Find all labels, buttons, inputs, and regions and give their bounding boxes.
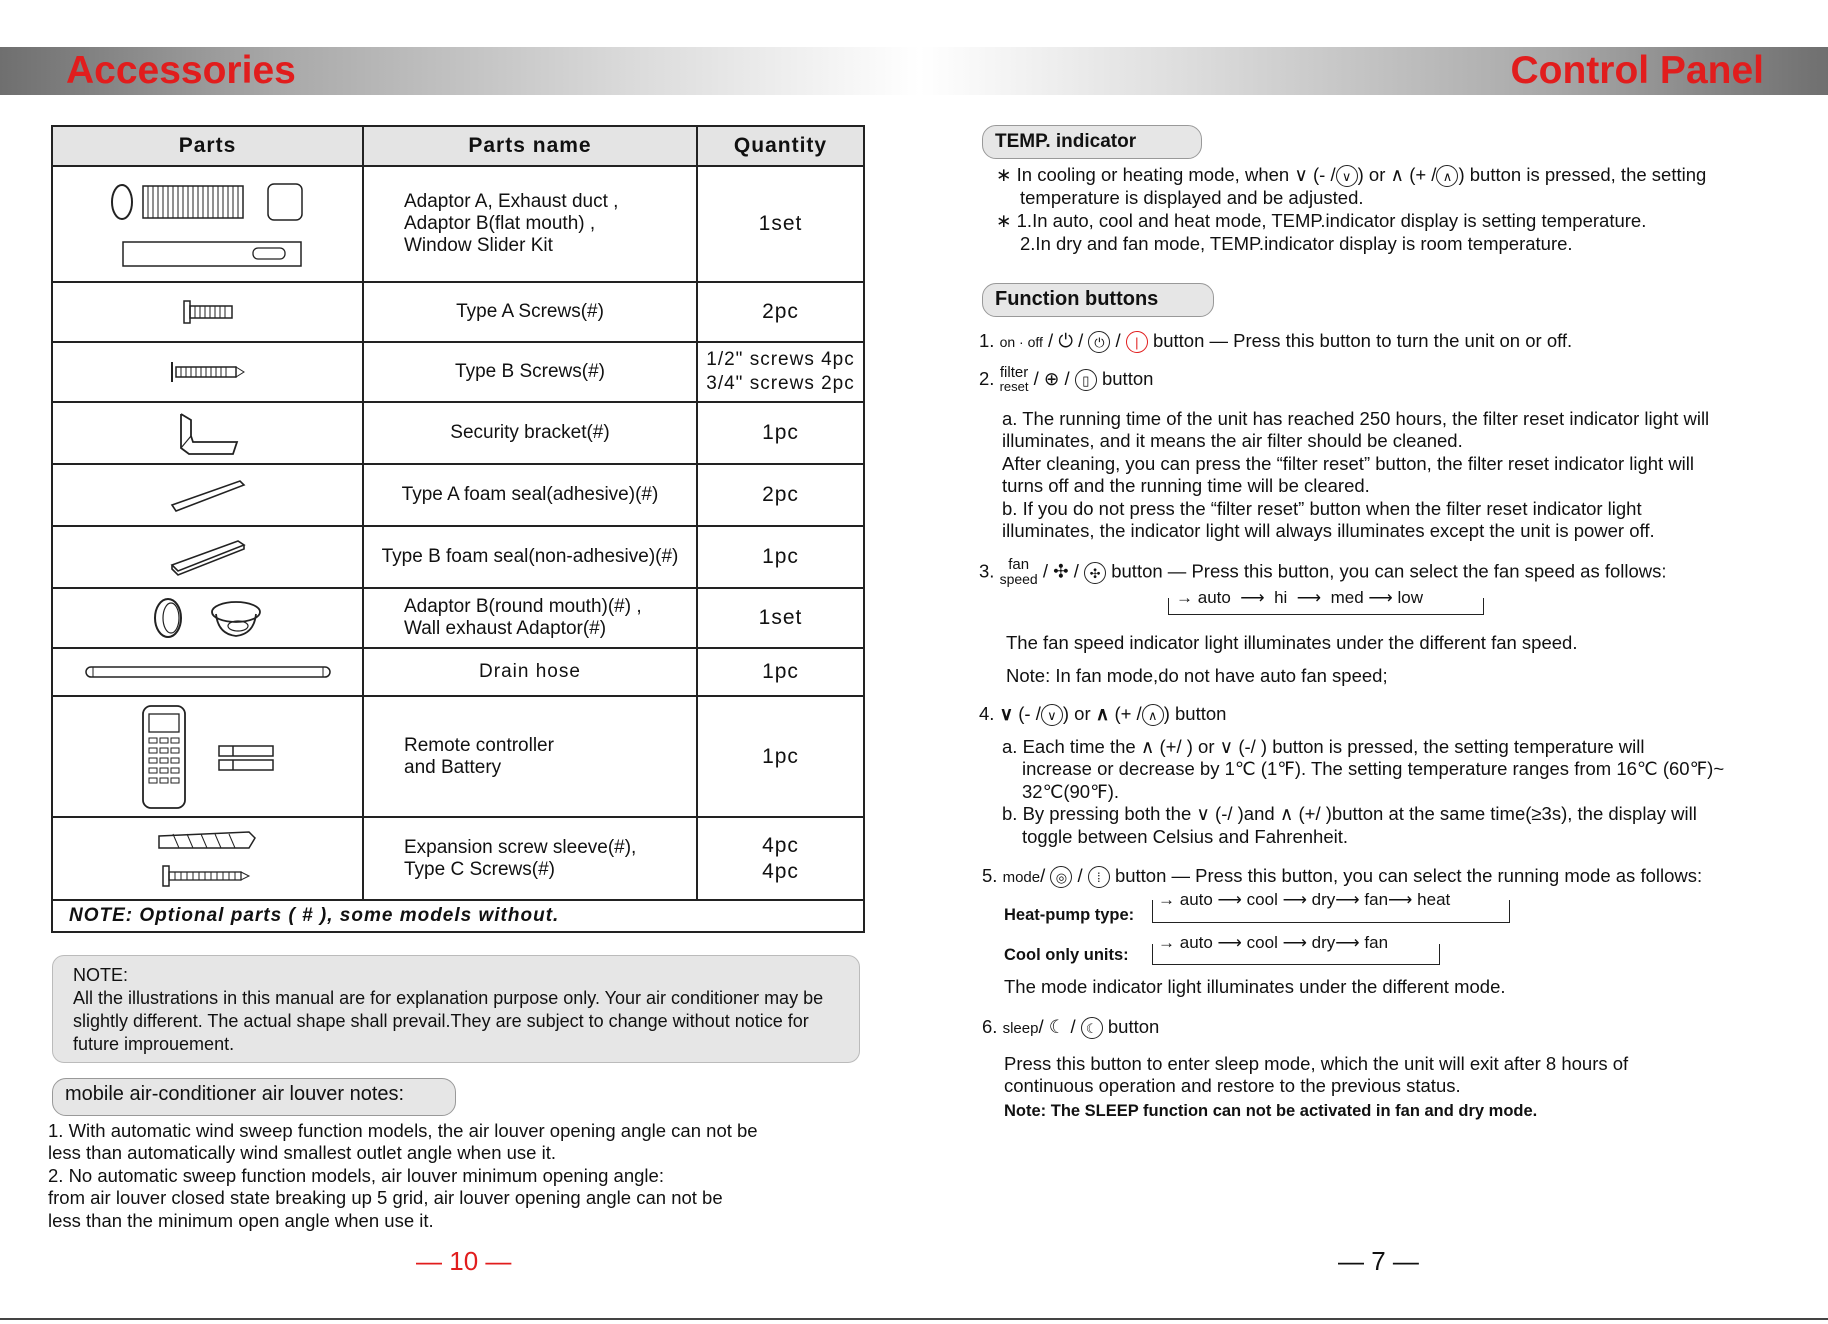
func-item-3-label bbox=[1000, 558, 1038, 587]
power-red-icon: | bbox=[1126, 331, 1148, 353]
sleep-circle-icon: ☾ bbox=[1081, 1017, 1103, 1039]
cell-text: Remote controller and Battery bbox=[404, 734, 554, 778]
fan-symbol-icon: ✣ bbox=[1053, 560, 1069, 582]
heat-seq-heat: heat bbox=[1417, 890, 1451, 909]
cell-text: Adaptor A, Exhaust duct , Adaptor B(flat mouth) , Window Slider Kit bbox=[404, 191, 619, 256]
header-parts-name: Parts name bbox=[363, 126, 697, 166]
func-item-3: 3. fan speed / ✣ / ✣ button — Press this button, you can select the fan speed as follows: bbox=[979, 556, 1667, 587]
seq-hi: hi bbox=[1274, 588, 1288, 607]
louver-line-1: 1. With automatic wind sweep function models, the air louver opening angle can not be bbox=[48, 1120, 758, 1141]
table-header-row bbox=[52, 126, 864, 166]
row-name-type-b-screws: Type B Screws(#) bbox=[363, 342, 697, 402]
type-a-screw-picture bbox=[52, 282, 363, 342]
func-item-5-text: button — Press this button, you can select the running mode as follows: bbox=[1114, 865, 1703, 886]
cool-only-label: Cool only units: bbox=[1004, 946, 1129, 964]
temp-line-3: ∗ 1.In auto, cool and heat mode, TEMP.indicator display is setting temperature. bbox=[996, 210, 1647, 231]
cool-seq-auto: auto bbox=[1179, 933, 1213, 952]
func-item-3-text: button — Press this button, you can select the fan speed as follows: bbox=[1111, 560, 1667, 582]
row-qty-type-b-screws: 1/2" screws 4pc 3/4" screws 2pc bbox=[697, 342, 864, 402]
row-name-type-b-foam-seal: Type B foam seal(non-adhesive)(#) bbox=[363, 526, 697, 588]
temp-line-1 bbox=[996, 164, 1706, 187]
illustration-note-box bbox=[52, 955, 860, 1063]
sleep-line-1: Press this button to enter sleep mode, which the unit will exit after 8 hours of bbox=[1004, 1053, 1629, 1074]
duct-kit-picture bbox=[52, 166, 363, 282]
remote-controller-picture bbox=[52, 696, 363, 817]
row-qty-security-bracket: 1pc bbox=[697, 402, 864, 464]
row-name-duct-kit bbox=[363, 166, 697, 282]
table-row bbox=[52, 402, 864, 464]
func-item-6-label: sleep bbox=[1002, 1020, 1039, 1037]
bottom-rule bbox=[0, 1318, 1828, 1320]
seq-auto: auto bbox=[1197, 588, 1231, 607]
cell-text: Adaptor B(round mouth)(#) , Wall exhaust Adaptor(#) bbox=[404, 596, 642, 639]
power-symbol-icon: ⏻ bbox=[1058, 330, 1073, 351]
reset-label: reset bbox=[999, 379, 1029, 394]
func-item-1-text: button — Press this button to turn the unit on or off. bbox=[1152, 330, 1573, 351]
func-item-1-num: 1. bbox=[979, 330, 995, 351]
fan-line-2: Note: In fan mode,do not have auto fan speed; bbox=[1006, 665, 1388, 686]
accessories-title: Accessories bbox=[66, 49, 296, 92]
row-qty-type-b-foam-seal: 1pc bbox=[697, 526, 864, 588]
filter-line-6: illuminates, the indicator light will always illuminates except the unit is power off. bbox=[1002, 520, 1655, 541]
security-bracket-picture bbox=[52, 402, 363, 464]
power-circle-icon: ⏻ bbox=[1088, 331, 1110, 353]
down-circle-icon: ∨ bbox=[1336, 165, 1358, 187]
func-item-6-text: button bbox=[1107, 1016, 1160, 1037]
up-circle-icon: ∧ bbox=[1436, 165, 1458, 187]
cool-seq-cool: cool bbox=[1246, 933, 1278, 952]
table-note-row bbox=[52, 900, 864, 932]
temp-line-4: 2.In dry and fan mode, TEMP.indicator display is room temperature. bbox=[1020, 233, 1573, 254]
parts-table bbox=[51, 125, 865, 933]
func-item-1: 1. on · off / ⏻ / ⏻ / | button — Press this button to turn the unit on or off. bbox=[979, 330, 1572, 354]
filter-circle-icon: ▯ bbox=[1075, 369, 1097, 391]
filter-line-2: illuminates, and it means the air filter should be cleaned. bbox=[1002, 430, 1463, 451]
header-parts: Parts bbox=[52, 126, 363, 166]
row-name-type-a-screws: Type A Screws(#) bbox=[363, 282, 697, 342]
heat-seq-auto: auto bbox=[1179, 890, 1213, 909]
louver-line-3: 2. No automatic sweep function models, air louver minimum opening angle: bbox=[48, 1165, 664, 1186]
heat-seq-dry: dry bbox=[1311, 890, 1336, 909]
expansion-screw-picture bbox=[52, 817, 363, 900]
row-name-round-adaptor bbox=[363, 588, 697, 648]
cool-seq-dry: dry bbox=[1311, 933, 1336, 952]
page-number-left-value: 10 bbox=[449, 1246, 479, 1276]
temp-adjust-line-1: a. Each time the ∧ (+/ ) or ∨ (-/ ) button is pressed, the setting temperature will bbox=[1002, 736, 1645, 757]
func-item-6: 6. sleep/ ☾ / ☾ button bbox=[982, 1016, 1159, 1041]
louver-line-5: less than the minimum open angle when use it. bbox=[48, 1210, 434, 1231]
round-adaptor-picture bbox=[52, 588, 363, 648]
cool-seq-fan: fan bbox=[1364, 933, 1389, 952]
func-item-5: 5. mode/ ◎ / ⁞ button — Press this button, you can select the running mode as follows: bbox=[982, 865, 1702, 890]
temp-adjust-line-4: b. By pressing both the ∨ (-/ )and ∧ (+/ )button at the same time(≥3s), the display will bbox=[1002, 803, 1697, 824]
temp-line-1d: ) button is pressed, the setting bbox=[1458, 164, 1707, 185]
row-qty-remote-controller: 1pc bbox=[697, 696, 864, 817]
up-circle-icon: ∧ bbox=[1142, 704, 1164, 726]
louver-notes-title: mobile air-conditioner air louver notes: bbox=[65, 1083, 405, 1105]
fan-line-1: The fan speed indicator light illuminates under the different fan speed. bbox=[1006, 632, 1578, 653]
heat-seq-cool: cool bbox=[1246, 890, 1278, 909]
mode-indicator-line: The mode indicator light illuminates under the different mode. bbox=[1004, 976, 1506, 997]
function-buttons-title: Function buttons bbox=[995, 288, 1159, 310]
temp-line-1c: ) or ∧ (+ / bbox=[1357, 164, 1437, 185]
right-banner bbox=[920, 47, 1828, 95]
temp-adjust-line-3: 32℃(90℉). bbox=[1022, 781, 1119, 802]
table-row bbox=[52, 817, 864, 900]
type-b-screw-picture bbox=[52, 342, 363, 402]
fan-circle-icon: ✣ bbox=[1084, 562, 1106, 584]
func-item-2-num: 2. bbox=[979, 367, 995, 389]
temp-line-2: temperature is displayed and be adjusted. bbox=[1020, 187, 1364, 208]
header-quantity: Quantity bbox=[697, 126, 864, 166]
func-item-4-num: 4. bbox=[979, 703, 995, 724]
table-row bbox=[52, 526, 864, 588]
sleep-note: Note: The SLEEP function can not be activated in fan and dry mode. bbox=[1004, 1102, 1538, 1120]
filter-line-1: a. The running time of the unit has reached 250 hours, the filter reset indicator light will bbox=[1002, 408, 1710, 429]
temp-indicator-header bbox=[982, 125, 1202, 159]
filter-line-5: b. If you do not press the “filter reset” button when the filter reset indicator light bbox=[1002, 498, 1642, 519]
fan-label: fan bbox=[1008, 556, 1030, 573]
filter-label: filter bbox=[999, 364, 1029, 381]
down-circle-icon: ∨ bbox=[1041, 704, 1063, 726]
filter-line-4: turns off and the running time will be cleared. bbox=[1002, 475, 1370, 496]
control-panel-title: Control Panel bbox=[1510, 49, 1764, 92]
seq-med: med bbox=[1330, 588, 1364, 607]
page-number-right: — 7 — bbox=[1338, 1246, 1419, 1276]
page-number-left: — 10 — bbox=[416, 1246, 512, 1276]
illustration-note-text: NOTE: All the illustrations in this manual are for explanation purpose only. Your air conditioner may be slightly different. The actual shape shall prevail.They are subject to change without notice for future improuement. bbox=[73, 965, 824, 1054]
temp-indicator-title: TEMP. indicator bbox=[995, 131, 1137, 152]
row-name-security-bracket: Security bracket(#) bbox=[363, 402, 697, 464]
table-row bbox=[52, 588, 864, 648]
table-row bbox=[52, 696, 864, 817]
row-qty-drain-hose: 1pc bbox=[697, 648, 864, 696]
function-buttons-header bbox=[982, 283, 1214, 317]
func-item-4: 4. ∨ (- / ∨ ) or ∧ (+ / ∧ ) button bbox=[979, 703, 1226, 726]
func-item-2: 2. filter reset / ⊕ / ▯ button bbox=[979, 364, 1154, 394]
sleep-line-2: continuous operation and restore to the previous status. bbox=[1004, 1075, 1461, 1096]
cool-mode-sequence: → auto ⟶ cool ⟶ dry⟶ fan bbox=[1158, 933, 1389, 952]
row-qty-type-a-foam-seal: 2pc bbox=[697, 464, 864, 526]
row-qty-expansion-screw: 4pc 4pc bbox=[697, 817, 864, 900]
temp-line-1a: ∗ In cooling or heating mode, when bbox=[996, 164, 1290, 185]
fan-speed-sequence: → auto ⟶ hi ⟶ med ⟶ low bbox=[1176, 588, 1424, 607]
louver-line-4: from air louver closed state breaking up 5 grid, air louver opening angle can not be bbox=[48, 1187, 723, 1208]
type-b-foam-seal-picture bbox=[52, 526, 363, 588]
filter-line-3: After cleaning, you can press the “filter reset” button, the filter reset indicator light will bbox=[1002, 453, 1695, 474]
table-row bbox=[52, 464, 864, 526]
row-qty-duct-kit: 1set bbox=[697, 166, 864, 282]
louver-notes-header bbox=[52, 1078, 456, 1116]
mode-circle-icon: ⁞ bbox=[1088, 866, 1110, 888]
row-name-expansion-screw bbox=[363, 817, 697, 900]
table-row bbox=[52, 342, 864, 402]
func-item-1-label: on · off bbox=[999, 334, 1043, 350]
temp-adjust-line-5: toggle between Celsius and Fahrenheit. bbox=[1022, 826, 1349, 847]
page-number-right-value: 7 bbox=[1371, 1246, 1386, 1276]
func-item-5-num: 5. bbox=[982, 865, 998, 886]
func-item-2-text: button bbox=[1101, 367, 1154, 389]
left-banner bbox=[0, 47, 920, 95]
filter-globe-icon: ⊕ bbox=[1043, 367, 1060, 389]
drain-hose-picture bbox=[52, 648, 363, 696]
func-item-6-num: 6. bbox=[982, 1016, 998, 1037]
row-name-drain-hose: Drain hose bbox=[363, 648, 697, 696]
cell-text: Expansion screw sleeve(#), Type C Screws(#) bbox=[404, 836, 637, 880]
moon-icon: ☾ bbox=[1048, 1016, 1066, 1037]
func-item-5-label: mode bbox=[1002, 869, 1041, 886]
temp-adjust-line-2: increase or decrease by 1℃ (1℉). The setting temperature ranges from 16℃ (60℉)~ bbox=[1022, 758, 1725, 779]
row-qty-round-adaptor: 1set bbox=[697, 588, 864, 648]
table-row bbox=[52, 648, 864, 696]
heat-seq-fan: fan bbox=[1364, 890, 1389, 909]
table-row bbox=[52, 166, 864, 282]
row-name-remote-controller bbox=[363, 696, 697, 817]
func-item-2-label bbox=[1000, 366, 1029, 394]
louver-line-2: less than automatically wind smallest outlet angle when use it. bbox=[48, 1142, 556, 1163]
func-item-3-num: 3. bbox=[979, 560, 995, 582]
type-a-foam-seal-picture bbox=[52, 464, 363, 526]
heat-pump-label: Heat-pump type: bbox=[1004, 906, 1135, 924]
row-name-type-a-foam-seal: Type A foam seal(adhesive)(#) bbox=[363, 464, 697, 526]
mode-symbol-icon: ◎ bbox=[1050, 866, 1072, 888]
heat-mode-sequence: → auto ⟶ cool ⟶ dry⟶ fan⟶ heat bbox=[1158, 890, 1451, 909]
row-qty-type-a-screws: 2pc bbox=[697, 282, 864, 342]
seq-low: low bbox=[1397, 588, 1424, 607]
table-row bbox=[52, 282, 864, 342]
speed-label: speed bbox=[999, 571, 1038, 587]
temp-line-1b: ∨ (- / bbox=[1294, 164, 1336, 185]
optional-parts-note: NOTE: Optional parts ( # ), some models without. bbox=[52, 900, 864, 932]
func-item-4-text: button bbox=[1175, 703, 1227, 724]
